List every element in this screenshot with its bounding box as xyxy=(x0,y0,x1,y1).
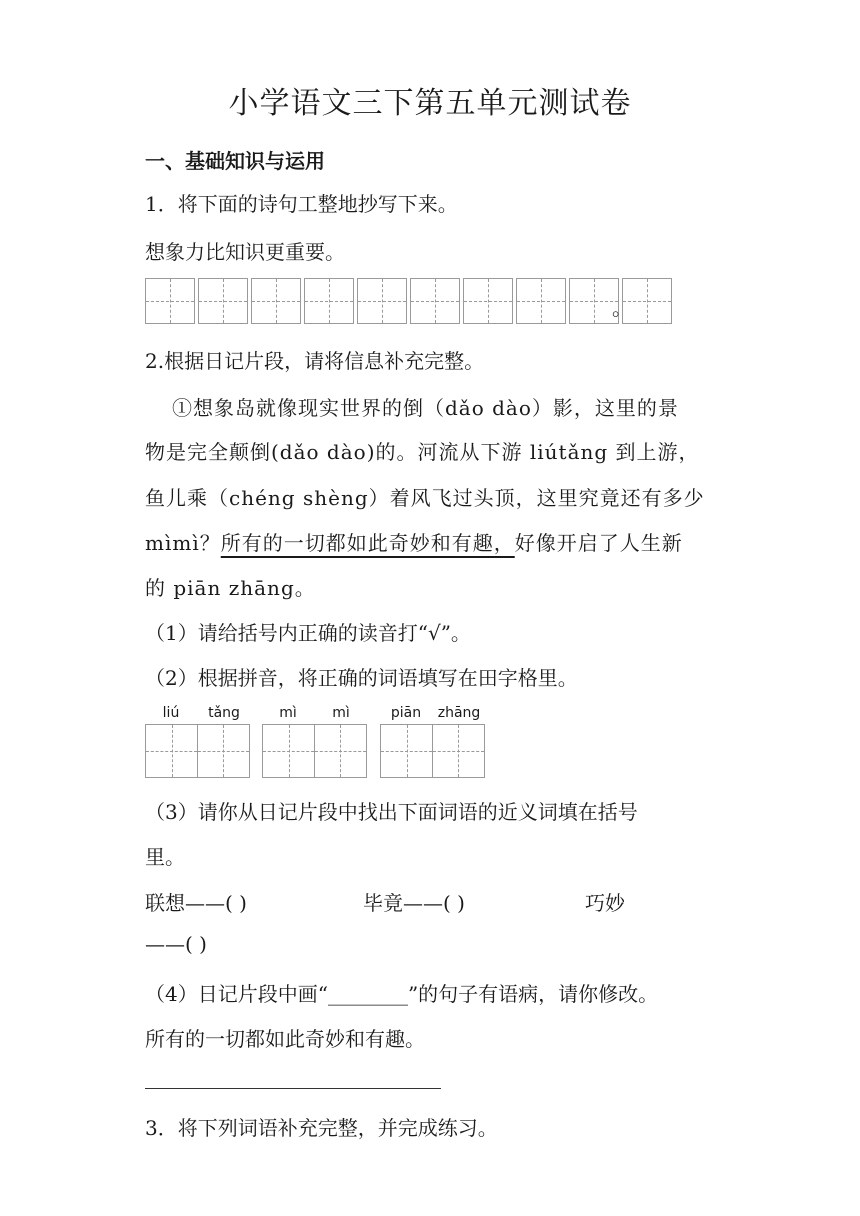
pinyin-label: mì xyxy=(279,705,297,721)
tianzige-pair xyxy=(145,724,250,778)
sub-question-4: （4）日记片段中画“________”的句子有语病，请你修改。 xyxy=(145,982,659,1006)
section-heading: 一、基础知识与运用 xyxy=(145,149,325,173)
writing-cell[interactable] xyxy=(251,278,301,324)
pinyin-label: zhāng xyxy=(437,705,481,721)
pinyin-label: tǎng xyxy=(208,705,240,721)
sub-question-3: （3）请你从日记片段中找出下面词语的近义词填在括号 xyxy=(145,800,638,824)
pinyin-label: piān xyxy=(390,705,422,721)
sub-question-2: （2）根据拼音，将正确的词语填写在田字格里。 xyxy=(145,666,578,690)
synonym-item: 巧妙 xyxy=(585,891,625,915)
underlined-sentence: 所有的一切都如此奇妙和有趣， xyxy=(220,531,515,555)
sub-question-3-cont: 里。 xyxy=(145,845,185,869)
passage-text: 好像开启了人生新 xyxy=(514,531,683,555)
passage-line xyxy=(145,527,725,556)
question-2-prompt: 2.根据日记片段，请将信息补充完整。 xyxy=(145,349,485,373)
question-1-prompt: 1．将下面的诗句工整地抄写下来。 xyxy=(145,192,458,216)
passage-text: mìmì？ xyxy=(145,531,221,555)
writing-cell[interactable] xyxy=(197,724,250,778)
writing-cell[interactable] xyxy=(304,278,354,324)
synonym-item-cont: ——( ) xyxy=(145,932,207,956)
sub-question-1: （1）请给括号内正确的读音打“√”。 xyxy=(145,621,471,645)
grid-end-punctuation: 。 xyxy=(612,296,632,320)
writing-cell[interactable] xyxy=(198,278,248,324)
writing-cell[interactable] xyxy=(410,278,460,324)
synonym-item: 联想——( ) xyxy=(145,891,247,915)
writing-cell[interactable] xyxy=(145,278,195,324)
passage-line: 物是完全颠倒(dǎo dào)的。河流从下游 liútǎng 到上游， xyxy=(145,440,700,464)
question-1-sentence: 想象力比知识更重要。 xyxy=(145,240,345,264)
pinyin-label: mì xyxy=(332,705,350,721)
tianzige-pair xyxy=(262,724,367,778)
passage-line: 的 piān zhāng。 xyxy=(145,576,316,600)
passage-line: ①想象岛就像现实世界的倒（dǎo dào）影，这里的景 xyxy=(172,396,679,420)
tianzige-pair xyxy=(380,724,485,778)
pinyin-label: liú xyxy=(162,705,180,721)
writing-cell[interactable] xyxy=(314,724,367,778)
copy-grid xyxy=(145,278,672,324)
writing-cell[interactable] xyxy=(463,278,513,324)
faulty-sentence: 所有的一切都如此奇妙和有趣。 xyxy=(145,1027,425,1051)
writing-cell[interactable] xyxy=(262,724,315,778)
answer-line[interactable] xyxy=(145,1088,441,1089)
passage-line: 鱼儿乘（chéng shèng）着风飞过头顶，这里究竟还有多少 xyxy=(145,486,705,510)
writing-cell[interactable] xyxy=(357,278,407,324)
question-3-prompt: 3．将下列词语补充完整，并完成练习。 xyxy=(145,1116,498,1140)
writing-cell[interactable] xyxy=(380,724,433,778)
writing-cell[interactable] xyxy=(432,724,485,778)
writing-cell[interactable] xyxy=(516,278,566,324)
synonym-item: 毕竟——( ) xyxy=(363,891,465,915)
page-title: 小学语文三下第五单元测试卷 xyxy=(228,86,632,121)
writing-cell[interactable] xyxy=(145,724,198,778)
